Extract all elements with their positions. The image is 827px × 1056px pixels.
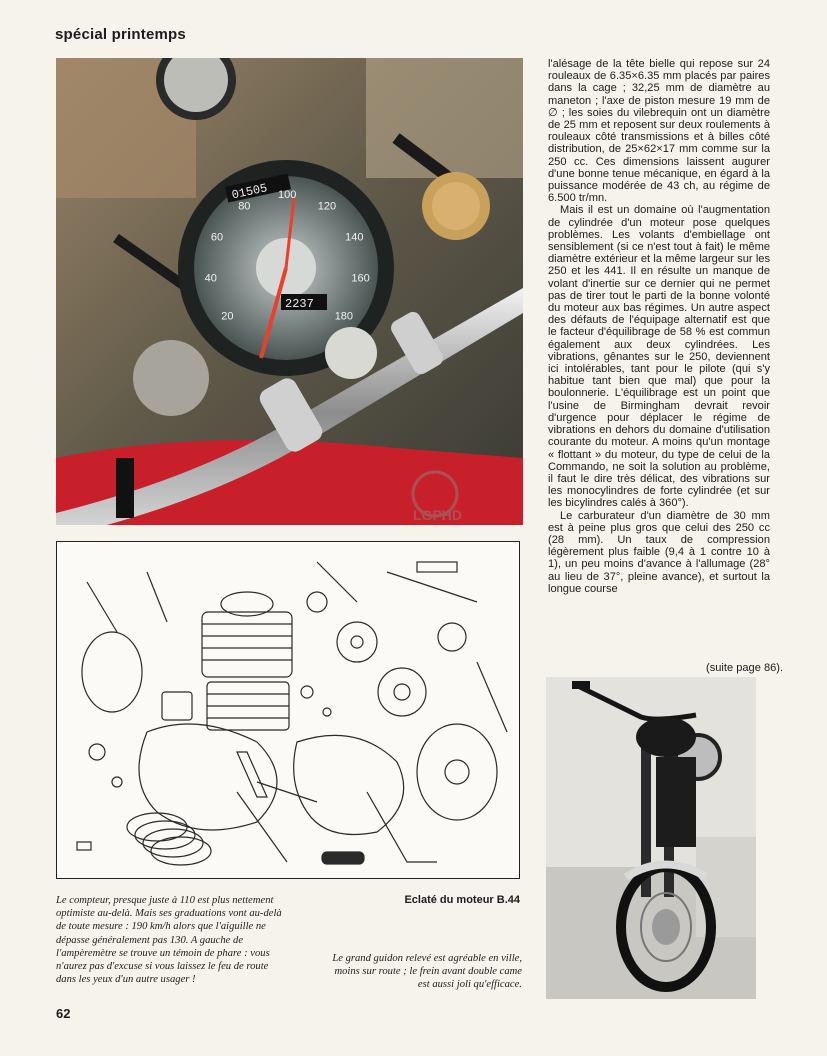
- cylinder-barrel: [207, 682, 289, 730]
- speed-scale-label: 120: [317, 200, 337, 213]
- clutch-plates: [127, 813, 211, 865]
- cylinder-head: [202, 592, 292, 677]
- speed-scale-label: 60: [210, 231, 224, 244]
- speedometer-caption: Le compteur, presque juste à 110 est plus nettement optimiste au-delà. Mais ses graduations vont au-delà de toute mesure : 190 km/h alors que l'aiguille ne dépasse généralement pas 130. A gauche de l'ampèremètre se trouve un témoin de phare : vous n'aurez pas d'excuse si vous laissez le feu de route dans les yeux d'un autre usager !: [56, 895, 282, 986]
- speed-scale-label: 140: [345, 231, 364, 244]
- watermark-text: LGPHD: [413, 507, 462, 523]
- speed-scale-label: 20: [221, 310, 234, 323]
- engine-exploded-diagram: [56, 541, 520, 879]
- speed-scale-label: 180: [334, 310, 354, 323]
- motorcycle-photo: [546, 677, 756, 999]
- speed-scale-label: 160: [351, 272, 370, 285]
- paragraph: l'alésage de la tête bielle qui repose sur 24 rouleaux de 6.35×6.35 mm placés par paires dans la cage ; 32,25 mm de diamètre au maneton ; l'axe de piston mesure 19 mm de ∅ ; les soies du vilebrequin ont un diamètre de 25 mm et reposent sur deux roulements à rouleaux côté transmissions et à billes côté distribution, de 25×62×17 mm comme sur la 250 cc. Ces dimensions laissent augurer d'une bonne tenue mécanique, en égard à la puissance modérée de 43 ch, au régime de 6.500 tr/mn.: [548, 58, 770, 205]
- motorcycle-caption: Le grand guidon relevé est agréable en ville, moins sur route ; le frein avant double came est aussi joli qu'efficace.: [332, 953, 522, 990]
- page-number: 62: [56, 1006, 71, 1021]
- kickstart-rubber: [322, 852, 364, 864]
- speedometer-photo: [56, 58, 523, 525]
- diagram-caption: Eclaté du moteur B.44: [404, 894, 520, 906]
- paragraph: Mais il est un domaine où l'augmentation de cylindrée d'un moteur pose quelques problèmes. Les volants d'embiellage ont sensiblement (si ce n'est tout à fait) le même diamètre extérieur et la même largeur sur les 250 et les 441. Il en résulte un manque de volant d'inertie sur ce dernier qui ne permet pas de tirer tout le parti de la bonne volonté du moteur aux bas régimes. Un autre aspect des défauts de l'équipage alternatif est que le facteur d'équilibrage de 58 % est commun également aux deux cylindrées. Les vibrations, gênantes sur le 250, deviennent ici intolérables, tant pour le pilote (qui s'y habitue tant bien que mal) que pour la boulonnerie. L'équilibrage est un point que l'usine de Birmingham devrait revoir d'urgence pour déplacer le régime de vibrations en dehors du domaine d'utilisation courante du moteur. A moins qu'un montage « flottant » du moteur, du type de celui de la Commando, ne soit la solution au problème, il faut le dire très délicat, des vibrations sur les monocylindres de forte cylindrée (et sur les bicylindres calés à 360°).: [548, 204, 770, 510]
- odometer-readout: 01505: [230, 181, 269, 203]
- continuation-note: (suite page 86).: [706, 662, 784, 674]
- article-body: [548, 58, 770, 595]
- speed-scale-label: 80: [238, 200, 251, 213]
- paragraph: Le carburateur d'un diamètre de 30 mm est à peine plus gros que celui des 250 cc (28 mm). Un taux de compression légèrement plus faible (9,4 à 1 contre 10 à 1), un peu moins d'avance à l'allumage (28° au lieu de 37°, pleine avance), et surtout la longue course: [548, 509, 770, 595]
- speed-scale-label: 40: [204, 272, 217, 285]
- section-title: spécial printemps: [55, 26, 186, 43]
- watermark-logo: [400, 468, 470, 530]
- speed-scale-label: 100: [278, 189, 297, 201]
- trip-readout: 2237: [285, 297, 314, 311]
